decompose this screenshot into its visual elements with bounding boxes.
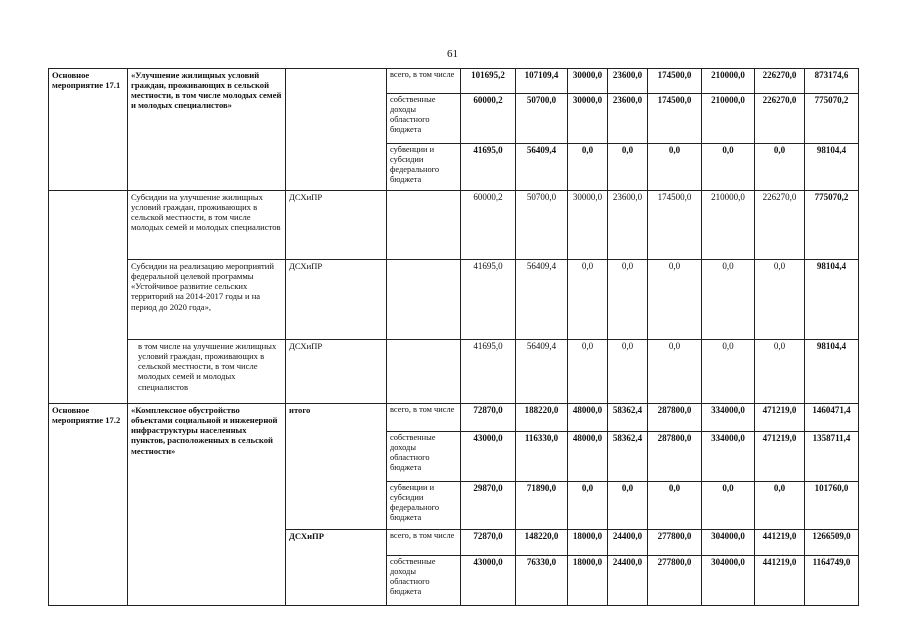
value-cell: 41695,0	[461, 144, 516, 191]
value-cell: 0,0	[755, 144, 805, 191]
value-cell: 0,0	[648, 144, 702, 191]
value-cell: 60000,2	[461, 191, 516, 260]
value-cell: 56409,4	[516, 260, 568, 340]
value-cell: 471219,0	[755, 432, 805, 482]
value-cell: 334000,0	[702, 404, 755, 432]
value-cell: 0,0	[648, 340, 702, 404]
value-cell: 0,0	[755, 340, 805, 404]
value-cell: 48000,0	[568, 432, 608, 482]
table-row	[49, 191, 859, 260]
table-row	[49, 404, 859, 432]
value-cell: 29870,0	[461, 482, 516, 530]
value-cell: 60000,2	[461, 94, 516, 144]
value-cell: 1164749,0	[805, 556, 859, 606]
value-cell: 107109,4	[516, 69, 568, 94]
value-cell: 1460471,4	[805, 404, 859, 432]
executor-cell: ДСХиПР	[286, 191, 387, 260]
source-label: всего, в том числе	[387, 530, 461, 556]
value-cell: 116330,0	[516, 432, 568, 482]
value-cell: 30000,0	[568, 69, 608, 94]
value-cell: 18000,0	[568, 556, 608, 606]
value-cell: 277800,0	[648, 530, 702, 556]
value-cell: 24400,0	[608, 530, 648, 556]
executor-cell	[286, 69, 387, 191]
source-label: собственные доходы областного бюджета	[387, 556, 461, 606]
event-code-cell: Основное мероприятие 17.1	[49, 69, 128, 191]
value-cell: 210000,0	[702, 69, 755, 94]
value-cell: 441219,0	[755, 556, 805, 606]
event-code-continuation	[49, 191, 128, 404]
value-cell: 1358711,4	[805, 432, 859, 482]
value-cell: 50700,0	[516, 94, 568, 144]
value-cell: 101695,2	[461, 69, 516, 94]
value-cell: 226270,0	[755, 94, 805, 144]
value-cell: 56409,4	[516, 144, 568, 191]
source-label: собственные доходы областного бюджета	[387, 94, 461, 144]
value-cell: 23600,0	[608, 69, 648, 94]
table-row	[49, 69, 859, 94]
value-cell: 0,0	[608, 482, 648, 530]
value-cell: 41695,0	[461, 260, 516, 340]
value-cell: 98104,4	[805, 340, 859, 404]
value-cell: 304000,0	[702, 556, 755, 606]
value-cell: 72870,0	[461, 404, 516, 432]
value-cell: 0,0	[648, 482, 702, 530]
source-label: субвенции и субсидии федерального бюджета	[387, 482, 461, 530]
value-cell: 873174,6	[805, 69, 859, 94]
value-cell: 0,0	[702, 144, 755, 191]
value-cell: 30000,0	[568, 94, 608, 144]
executor-cell: ДСХиПР	[286, 260, 387, 340]
value-cell: 41695,0	[461, 340, 516, 404]
value-cell: 287800,0	[648, 432, 702, 482]
value-cell: 98104,4	[805, 260, 859, 340]
value-cell: 441219,0	[755, 530, 805, 556]
value-cell: 0,0	[702, 260, 755, 340]
value-cell: 18000,0	[568, 530, 608, 556]
value-cell: 50700,0	[516, 191, 568, 260]
value-cell: 48000,0	[568, 404, 608, 432]
event-name-cell: «Комплексное обустройство объектами социальной и инженерной инфраструктуры населенных пунктов, расположенных в сельской местности»	[128, 404, 286, 606]
source-label	[387, 260, 461, 340]
value-cell: 0,0	[702, 482, 755, 530]
value-cell: 0,0	[648, 260, 702, 340]
value-cell: 56409,4	[516, 340, 568, 404]
value-cell: 334000,0	[702, 432, 755, 482]
value-cell: 0,0	[755, 482, 805, 530]
value-cell: 0,0	[608, 340, 648, 404]
value-cell: 0,0	[755, 260, 805, 340]
value-cell: 0,0	[702, 340, 755, 404]
value-cell: 43000,0	[461, 556, 516, 606]
value-cell: 24400,0	[608, 556, 648, 606]
item-name-cell: в том числе на улучшение жилищных условий граждан, проживающих в сельской местности, в том числе молодых семей и молодых специалистов	[128, 340, 286, 404]
value-cell: 174500,0	[648, 191, 702, 260]
value-cell: 775070,2	[805, 191, 859, 260]
value-cell: 0,0	[568, 340, 608, 404]
source-label: собственные доходы областного бюджета	[387, 432, 461, 482]
value-cell: 98104,4	[805, 144, 859, 191]
table-row	[49, 340, 859, 404]
total-label-cell: итого	[286, 404, 387, 530]
value-cell: 0,0	[568, 260, 608, 340]
value-cell: 148220,0	[516, 530, 568, 556]
value-cell: 23600,0	[608, 191, 648, 260]
value-cell: 43000,0	[461, 432, 516, 482]
value-cell: 226270,0	[755, 69, 805, 94]
source-label: субвенции и субсидии федерального бюджета	[387, 144, 461, 191]
value-cell: 775070,2	[805, 94, 859, 144]
value-cell: 174500,0	[648, 94, 702, 144]
value-cell: 58362,4	[608, 432, 648, 482]
budget-table	[48, 68, 859, 606]
source-label: всего, в том числе	[387, 404, 461, 432]
source-label	[387, 191, 461, 260]
value-cell: 71890,0	[516, 482, 568, 530]
source-label	[387, 340, 461, 404]
item-name-cell: Субсидии на реализацию мероприятий федеральной целевой программы «Устойчивое развитие сельских территорий на 2014-2017 годы и на период до 2020 года»,	[128, 260, 286, 340]
value-cell: 76330,0	[516, 556, 568, 606]
executor-cell: ДСХиПР	[286, 530, 387, 606]
value-cell: 30000,0	[568, 191, 608, 260]
value-cell: 210000,0	[702, 191, 755, 260]
value-cell: 174500,0	[648, 69, 702, 94]
value-cell: 226270,0	[755, 191, 805, 260]
value-cell: 287800,0	[648, 404, 702, 432]
value-cell: 1266509,0	[805, 530, 859, 556]
value-cell: 23600,0	[608, 94, 648, 144]
table-row	[49, 260, 859, 340]
value-cell: 277800,0	[648, 556, 702, 606]
executor-cell: ДСХиПР	[286, 340, 387, 404]
value-cell: 72870,0	[461, 530, 516, 556]
event-code-cell: Основное мероприятие 17.2	[49, 404, 128, 606]
value-cell: 304000,0	[702, 530, 755, 556]
value-cell: 58362,4	[608, 404, 648, 432]
value-cell: 0,0	[568, 144, 608, 191]
value-cell: 0,0	[608, 260, 648, 340]
event-name-cell: «Улучшение жилищных условий граждан, проживающих в сельской местности, в том числе молодых семей и молодых специалистов»	[128, 69, 286, 191]
source-label: всего, в том числе	[387, 69, 461, 94]
value-cell: 0,0	[568, 482, 608, 530]
value-cell: 210000,0	[702, 94, 755, 144]
item-name-cell: Субсидии на улучшение жилищных условий граждан, проживающих в сельской местности, в том числе молодых семей и молодых специалистов	[128, 191, 286, 260]
value-cell: 0,0	[608, 144, 648, 191]
value-cell: 101760,0	[805, 482, 859, 530]
page-number: 61	[447, 48, 458, 60]
value-cell: 188220,0	[516, 404, 568, 432]
value-cell: 471219,0	[755, 404, 805, 432]
